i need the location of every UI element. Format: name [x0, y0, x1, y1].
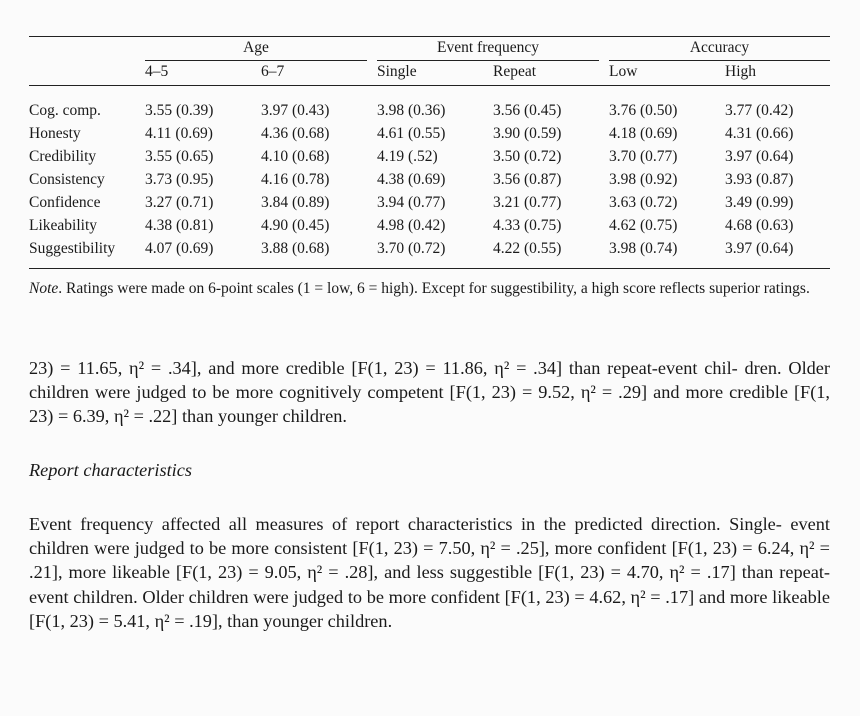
- table-cell: 4.68 (0.63): [725, 216, 794, 234]
- table-cell: 3.56 (0.45): [493, 102, 562, 120]
- table-cell: 3.77 (0.42): [725, 102, 794, 120]
- table-row: [29, 214, 830, 237]
- group-header-label: Age: [243, 39, 269, 56]
- section-heading: Report characteristics: [29, 460, 192, 480]
- table-cell: 4.98 (0.42): [377, 216, 446, 234]
- table-cell: 3.50 (0.72): [493, 147, 562, 165]
- group-header-accuracy: [609, 37, 830, 61]
- group-gap: [367, 146, 377, 169]
- group-header-event-frequency: [377, 37, 599, 61]
- table-cell: 3.63 (0.72): [609, 193, 678, 211]
- group-gap: [599, 60, 609, 86]
- table-cell: 3.93 (0.87): [725, 170, 794, 188]
- row-label: Consistency: [29, 170, 105, 188]
- table-body: [29, 86, 830, 269]
- row-label: Credibility: [29, 147, 97, 165]
- table-row: [29, 237, 830, 260]
- text-line: 23) = 4.70, η² = .17] than repeat-event children. Older children were judged to be more confident: [29, 562, 830, 607]
- table-cell: 3.97 (0.64): [725, 239, 794, 257]
- table-cell: 3.97 (0.43): [261, 102, 330, 120]
- group-gap: [367, 214, 377, 237]
- table-cell: 3.97 (0.64): [725, 147, 794, 165]
- table-subheader-row: [29, 60, 830, 86]
- text-line: event children were judged to be more consistent [F(1, 23) = 7.50, η² = .25], more confident: [29, 514, 830, 559]
- table-row: [29, 146, 830, 169]
- table-cell: 4.07 (0.69): [145, 239, 214, 257]
- group-gap: [599, 123, 609, 146]
- table-cell: 3.70 (0.77): [609, 147, 678, 165]
- subheader-single: Single: [377, 62, 417, 80]
- group-gap: [599, 100, 609, 123]
- table-row: [29, 100, 830, 123]
- group-gap: [367, 37, 377, 61]
- table-cell: 3.56 (0.87): [493, 170, 562, 188]
- table-cell: 3.21 (0.77): [493, 193, 562, 211]
- table-cell: 4.38 (0.81): [145, 216, 214, 234]
- table-cell: 4.62 (0.75): [609, 216, 678, 234]
- table-cell: 4.36 (0.68): [261, 125, 330, 143]
- table-cell: 3.49 (0.99): [725, 193, 794, 211]
- table-cell: 3.90 (0.59): [493, 125, 562, 143]
- group-header-label: Event frequency: [437, 39, 539, 56]
- group-gap: [599, 192, 609, 215]
- table-cell: 3.98 (0.92): [609, 170, 678, 188]
- note-text: . Ratings were made on 6-point scales (1 = low, 6 = high). Except for suggestibility, a high score reflects superior ratings.: [58, 280, 810, 297]
- subheader-high: High: [725, 62, 756, 80]
- paragraph-text: [29, 356, 830, 429]
- group-gap: [367, 123, 377, 146]
- table-cell: 4.10 (0.68): [261, 147, 330, 165]
- group-gap: [599, 169, 609, 192]
- table-cell: 3.55 (0.39): [145, 102, 214, 120]
- table-corner-cell: [29, 37, 145, 61]
- text-line: Event frequency affected all measures of report characteristics in the predicted direction. Single-: [29, 514, 782, 534]
- table-row: [29, 123, 830, 146]
- table-cell: 3.73 (0.95): [145, 170, 214, 188]
- row-label: Likeability: [29, 216, 98, 234]
- text-line: dren. Older children were judged to be more cognitively competent [F(1, 23) = 9.52, η² = .29]: [29, 358, 830, 403]
- row-label: Cog. comp.: [29, 102, 101, 120]
- row-label: Suggestibility: [29, 239, 116, 257]
- group-gap: [599, 214, 609, 237]
- table-cell: 3.27 (0.71): [145, 193, 214, 211]
- subheader-repeat: Repeat: [493, 62, 537, 80]
- group-header-label: Accuracy: [689, 39, 750, 56]
- text-line: 23) = 11.65, η² = .34], and more credible [F(1, 23) = 11.86, η² = .34] than repeat-event chil-: [29, 358, 738, 378]
- table-row: [29, 169, 830, 192]
- note-lead: Note: [29, 280, 59, 297]
- table-cell: 3.70 (0.72): [377, 239, 446, 257]
- table-cell: 3.84 (0.89): [261, 193, 330, 211]
- table-group-header-row: [29, 37, 830, 61]
- subheader-6-7: 6–7: [261, 62, 285, 80]
- group-gap: [599, 237, 609, 260]
- table-cell: 4.19 (.52): [377, 147, 438, 165]
- table-note: [29, 278, 831, 299]
- table-cell: 4.31 (0.66): [725, 125, 794, 143]
- table-cell: 4.61 (0.55): [377, 125, 446, 143]
- ratings-table: [29, 36, 830, 269]
- table-cell: 3.88 (0.68): [261, 239, 330, 257]
- table-cell: 3.94 (0.77): [377, 193, 446, 211]
- text-line: [F(1, 23) = 6.24, η² = .21], more likeable [F(1, 23) = 9.05, η² = .28], and less suggestible [F(1,: [29, 538, 830, 583]
- table-cell: 3.98 (0.36): [377, 102, 446, 120]
- group-gap: [367, 60, 377, 86]
- table-row: [29, 192, 830, 215]
- paragraph-results-credibility: [29, 356, 830, 429]
- group-gap: [367, 192, 377, 215]
- group-gap: [599, 37, 609, 61]
- group-gap: [599, 146, 609, 169]
- group-header-age: [145, 37, 367, 61]
- group-gap: [367, 100, 377, 123]
- row-label: Honesty: [29, 125, 81, 143]
- table-cell: 4.33 (0.75): [493, 216, 562, 234]
- table-cell: 4.11 (0.69): [145, 125, 213, 143]
- subheader-4-5: 4–5: [145, 62, 169, 80]
- table-corner-cell: [29, 60, 145, 86]
- ratings-table-container: [29, 36, 830, 269]
- table-spacer: [29, 86, 830, 101]
- paragraph-text: [29, 512, 830, 633]
- subheader-low: Low: [609, 62, 638, 80]
- table-cell: 4.18 (0.69): [609, 125, 678, 143]
- group-gap: [367, 237, 377, 260]
- paragraph-report-characteristics: [29, 512, 830, 633]
- table-cell: 3.55 (0.65): [145, 147, 214, 165]
- table-cell: 3.98 (0.74): [609, 239, 678, 257]
- group-gap: [367, 169, 377, 192]
- table-cell: 4.16 (0.78): [261, 170, 330, 188]
- table-cell: 4.90 (0.45): [261, 216, 330, 234]
- row-label: Confidence: [29, 193, 101, 211]
- text-line: and more credible [F(1, 23) = 6.39, η² = .22] than younger children.: [29, 382, 830, 427]
- table-cell: 4.22 (0.55): [493, 239, 562, 257]
- text-line: [F(1, 23) = 4.62, η² = .17] and more likeable [F(1, 23) = 5.41, η² = .19], than younger children.: [29, 586, 830, 631]
- table-cell: 4.38 (0.69): [377, 170, 446, 188]
- table-end-spacer: [29, 260, 830, 269]
- table-cell: 3.76 (0.50): [609, 102, 678, 120]
